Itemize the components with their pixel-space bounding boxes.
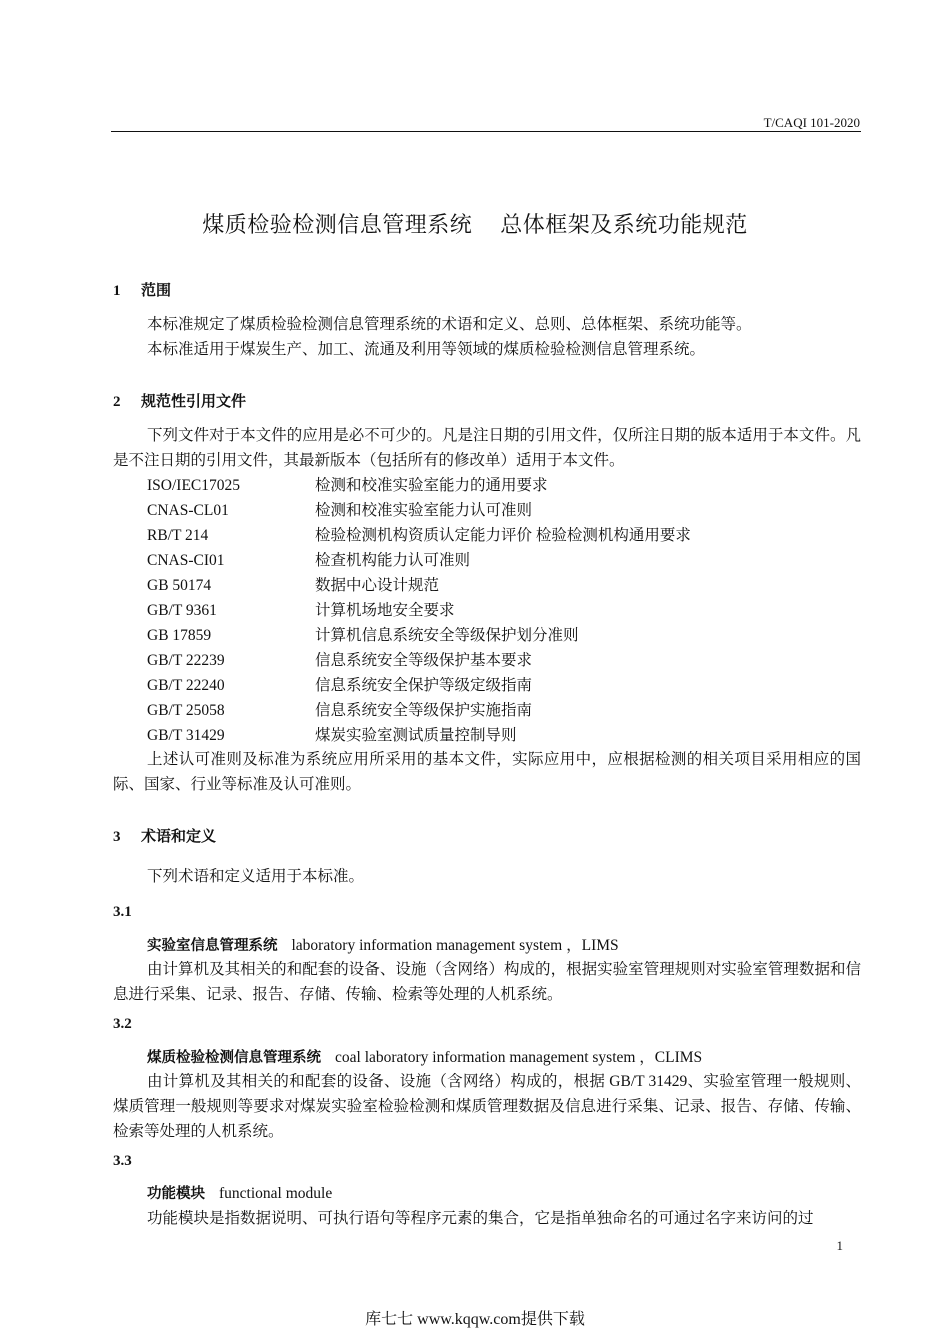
term-3-3-english: functional module xyxy=(219,1185,333,1202)
reference-row xyxy=(147,573,439,598)
reference-row xyxy=(147,623,579,648)
reference-code: GB/T 22239 xyxy=(147,652,225,669)
reference-title: 计算机场地安全要求 xyxy=(315,602,455,619)
term-3-3-definition-text: 功能模块是指数据说明、可执行语句等程序元素的集合，它是指单独命名的可通过名字来访问的过 xyxy=(147,1210,814,1227)
reference-row xyxy=(147,673,532,698)
reference-title: 检测和校准实验室能力的通用要求 xyxy=(315,477,548,494)
reference-code: GB/T 9361 xyxy=(147,602,217,619)
terms-intro-text: 下列术语和定义适用于本标准。 xyxy=(147,868,365,885)
references-outro xyxy=(113,747,861,797)
section-1-body xyxy=(113,312,861,362)
term-3-2-english: coal laboratory information management system ，CLIMS xyxy=(335,1049,703,1066)
term-3-1-english: laboratory information management system ，LIMS xyxy=(291,937,619,954)
term-3-2-heading xyxy=(147,1045,702,1067)
reference-title: 检查机构能力认可准则 xyxy=(315,552,471,569)
reference-code: RB/T 214 xyxy=(147,527,209,544)
document-code: T/CAQI 101-2020 xyxy=(763,115,860,130)
reference-title: 信息系统安全等级保护基本要求 xyxy=(315,652,533,669)
section-2-heading xyxy=(113,390,246,411)
reference-row xyxy=(147,648,532,673)
reference-title: 信息系统安全等级保护实施指南 xyxy=(315,702,533,719)
reference-code: GB/T 25058 xyxy=(147,702,225,719)
section-3-heading xyxy=(113,825,216,846)
reference-code: GB 17859 xyxy=(147,627,212,644)
download-footer: 库七七 www.kqqw.com提供下载 xyxy=(365,1311,585,1328)
term-3-1-heading xyxy=(147,933,619,955)
references-intro-text: 下列文件对于本文件的应用是必不可少的。凡是注日期的引用文件，仅所注日期的版本适用于本文件。凡是不注日期的引用文件，其最新版本（包括所有的修改单）适用于本文件。 xyxy=(113,427,861,469)
term-3-3-chinese: 功能模块 xyxy=(147,1186,205,1202)
reference-code: GB 50174 xyxy=(147,577,212,594)
scope-paragraph-2: 本标准适用于煤炭生产、加工、流通及利用等领域的煤质检验检测信息管理系统。 xyxy=(147,341,706,358)
reference-title: 信息系统安全保护等级定级指南 xyxy=(315,677,533,694)
reference-code: GB/T 22240 xyxy=(147,677,225,694)
term-3-1-definition-text: 由计算机及其相关的和配套的设备、设施（含网络）构成的，根据实验室管理规则对实验室管理数据和信息进行采集、记录、报告、存储、传输、检索等处理的人机系统。 xyxy=(113,961,861,1003)
reference-row xyxy=(147,473,548,498)
reference-title: 检测和校准实验室能力认可准则 xyxy=(315,502,533,519)
title-part-2: 总体框架及系统功能规范 xyxy=(500,213,748,238)
reference-code: CNAS-CL01 xyxy=(147,502,229,519)
references-intro xyxy=(113,423,861,473)
reference-code: CNAS-CI01 xyxy=(147,552,225,569)
reference-title: 检验检测机构资质认定能力评价 检验检测机构通用要求 xyxy=(315,527,691,544)
reference-row xyxy=(147,598,455,623)
section-1-number: 1 xyxy=(113,283,121,299)
reference-row xyxy=(147,523,691,548)
section-3-title: 术语和定义 xyxy=(141,827,217,845)
section-2-title: 规范性引用文件 xyxy=(141,392,247,410)
reference-title: 计算机信息系统安全等级保护划分准则 xyxy=(315,627,579,644)
term-3-1-number: 3.1 xyxy=(113,904,132,920)
term-3-3-definition xyxy=(113,1206,861,1231)
term-3-3-heading xyxy=(147,1182,332,1203)
section-1-heading xyxy=(113,279,171,300)
section-1-title: 范围 xyxy=(141,281,172,299)
title-part-1: 煤质检验检测信息管理系统 xyxy=(202,213,473,238)
term-3-2-number: 3.2 xyxy=(113,1016,132,1032)
section-2-number: 2 xyxy=(113,394,121,410)
section-3-number: 3 xyxy=(113,829,121,845)
term-3-1-chinese: 实验室信息管理系统 xyxy=(147,938,278,954)
reference-code: ISO/IEC17025 xyxy=(147,477,240,494)
reference-row xyxy=(147,498,532,523)
reference-row xyxy=(147,698,532,723)
scope-paragraph-1: 本标准规定了煤质检验检测信息管理系统的术语和定义、总则、总体框架、系统功能等。 xyxy=(147,316,752,333)
reference-title: 煤炭实验室测试质量控制导则 xyxy=(315,727,517,744)
reference-row xyxy=(147,548,470,573)
reference-code: GB/T 31429 xyxy=(147,727,225,744)
page-number: 1 xyxy=(836,1238,843,1253)
term-3-2-definition-text: 由计算机及其相关的和配套的设备、设施（含网络）构成的，根据 GB/T 31429、实验室管理一般规则、煤质管理一般规则等要求对煤炭实验室检验检测和煤质管理数据及信息进行采集、记录、报告、存储、传输、检索等处理的人机系统。 xyxy=(113,1073,861,1140)
terms-intro xyxy=(113,864,861,889)
term-3-3-number: 3.3 xyxy=(113,1153,132,1169)
term-3-2-chinese: 煤质检验检测信息管理系统 xyxy=(147,1050,321,1066)
reference-row xyxy=(147,723,517,748)
header-divider xyxy=(111,131,861,132)
reference-title: 数据中心设计规范 xyxy=(315,577,440,594)
document-title xyxy=(0,208,950,239)
references-outro-text: 上述认可准则及标准为系统应用所采用的基本文件，实际应用中，应根据检测的相关项目采用相应的国际、国家、行业等标准及认可准则。 xyxy=(113,751,861,793)
term-3-1-definition xyxy=(113,957,861,1007)
term-3-2-definition xyxy=(113,1069,861,1144)
